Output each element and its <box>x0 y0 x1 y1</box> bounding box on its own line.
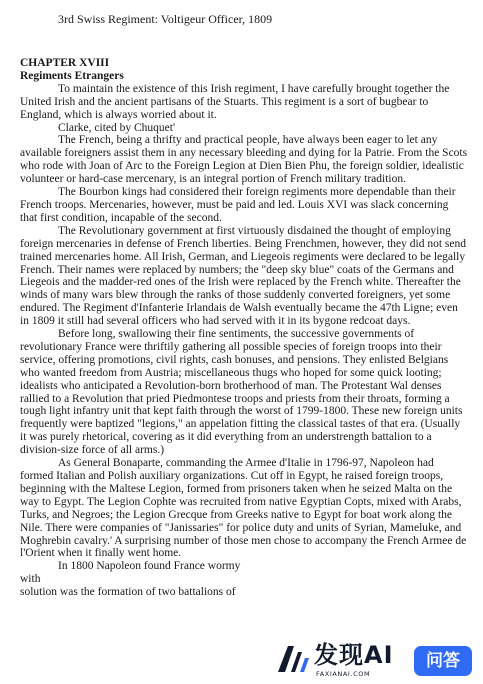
watermark-badge: 问答 <box>414 646 472 676</box>
watermark-url: FAXIANAI.COM <box>316 670 371 678</box>
body-paragraph: The Bourbon kings had considered their foreign regiments more dependable than their French troops. Mercenaries, however, must be paid and led. Louis XVI was slack concerning that first condition, incapable of the second. <box>20 186 456 224</box>
body-paragraph: The Revolutionary government at first virtuously disdained the thought of employing foreign mercenaries in defense of French liberties. Being Frenchmen, however, they did not send trained mercenaries home. All Irish, German, and Liegeois regiments were declared to be legally French. Their names were replaced by numbers; the "deep sky blue" coats of the Germans and Liegeois and the madder-red ones of the Irish were replaced by the French white. Thereafter the winds of many wars blew through the ranks of those suddenly converted foreigners, yet some endured. The Regiment d'Infanterie Irlandais de Walsh eventually became the 47th Ligne; even in 1809 it still had several officers who had served with it in its bygone redcoat days. <box>20 224 466 328</box>
body-line-partial: solution was the formation of two battalions of <box>20 586 236 599</box>
body-paragraph: The French, being a thrifty and practical people, have always been eager to let any available foreigners assist them in any necessary bleeding and dying for la Patrie. From the Scots who rode with Joan of Arc to the Foreign Legion at Dien Bien Phu, the foreign soldier, idealistic volunteer or hard-case mercenary, is an integral portion of French military tradition. <box>20 134 468 186</box>
chapter-body <box>20 57 468 599</box>
logo-icon <box>276 644 310 674</box>
epigraph-quote: To maintain the existence of this Irish regiment, I have carefully brought together the United Irish and the ancient partisans of the Stuarts. This regiment is a sort of bugbear to England, which is always worried about it. <box>20 82 450 121</box>
body-paragraph: As General Bonaparte, commanding the Armee d'Italie in 1796-97, Napoleon had formed Italian and Polish auxiliary organizations. Cut off in Egypt, he raised foreign troops, beginning with the Maltese Legion, formed from prisoners taken when he seized Malta on the way to Egypt. The Legion Cophte was recruited from native Egyptian Copts, mixed with Arabs, Turks, and Negroes; the Legion Grecque from Greeks native to Egypt for boat work along the Nile. There were companies of "Janissaries" for police duty and units of Syrian, Mameluke, and Moghrebin cavalry.' A surprising number of those men chose to accompany the French Armee de l'Orient when it finally went home. <box>20 457 467 560</box>
watermark-brand: 发现AI <box>314 641 394 669</box>
figure-caption: 3rd Swiss Regiment: Voltigeur Officer, 1809 <box>58 12 273 26</box>
epigraph-attribution: Clarke, cited by Chuquet' <box>58 121 176 134</box>
chapter-subtitle: Regiments Etrangers <box>20 69 124 82</box>
watermark <box>268 640 480 682</box>
body-paragraph: Before long, swallowing their fine sentiments, the successive governments of revolutionary France were thriftily gathering all possible species of foreign troops into their service, offering promotions, civil rights, cash bonuses, and pensions. They enlisted Belgians who wanted freedom from Austria; miscellaneous thugs who hoped for some quick looting; idealists who anticipated a Revolution-born brotherhood of man. The Protestant Wal denses rallied to a Revolution that pried Piedmontese troops and priests from their throats, forming a tough light infantry unit that kept faith through the worst of 1799-1800. These new foreign units frequently were baptized "legions," an appelation fitting the classical tastes of that era. (Usually it was purely rhetorical, covering as it did everything from an understrength battalion to a division-size force of all arms.) <box>20 328 463 457</box>
body-paragraph-partial: In 1800 Napoleon found France wormy with <box>20 560 241 586</box>
chapter-heading: CHAPTER XVIII <box>20 57 110 69</box>
